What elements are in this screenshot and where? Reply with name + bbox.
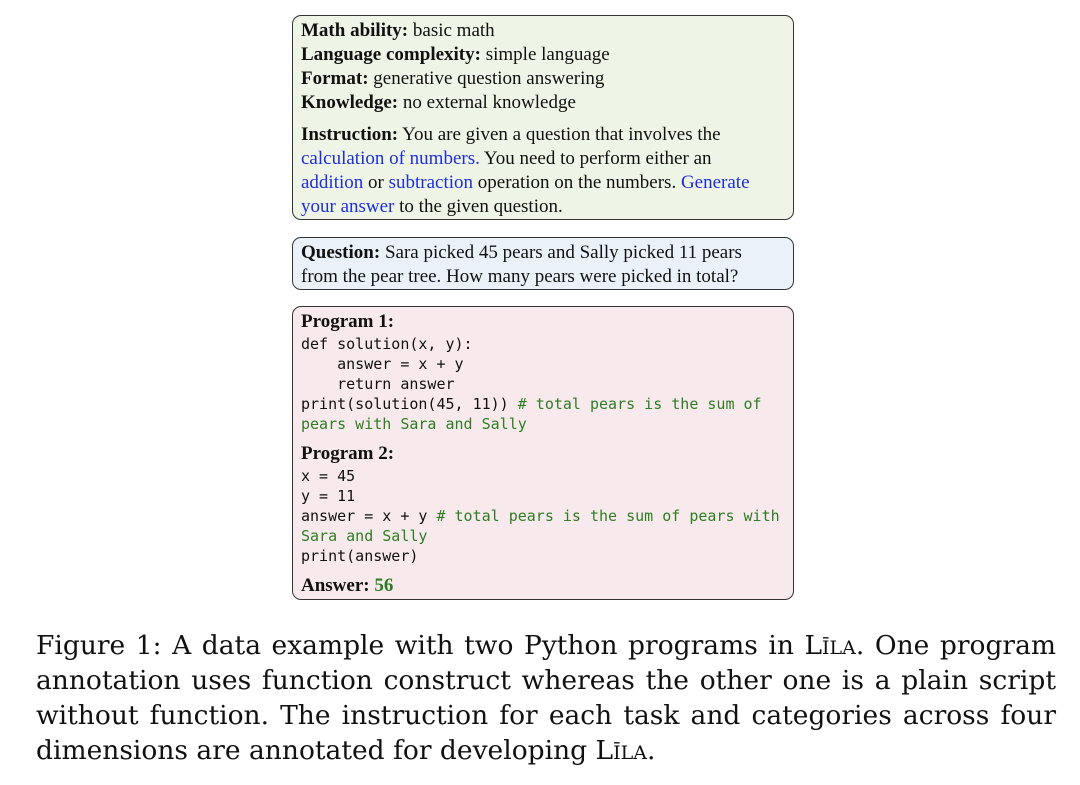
- instruction-highlight-calculation: calculation of numbers.: [301, 148, 480, 169]
- format-value: generative question answering: [368, 68, 605, 89]
- caption-prefix: Figure 1: A data example with two Python programs in: [36, 630, 805, 661]
- program-1-code-line: def solution(x, y):: [301, 335, 473, 353]
- language-complexity-row: [301, 43, 785, 67]
- task-info-box: [292, 15, 794, 220]
- instruction-line-2: [301, 147, 785, 171]
- instruction-line-1: [301, 123, 785, 147]
- instruction-text-1: You are given a question that involves the: [398, 124, 721, 145]
- program-1-label: Program 1:: [301, 311, 395, 332]
- program-1-comment-line: pears with Sara and Sally: [301, 415, 527, 433]
- figure-caption: [36, 628, 1056, 768]
- instruction-highlight-your-answer: your answer: [301, 196, 395, 217]
- caption-lila-name: Līla: [804, 630, 856, 661]
- question-box: [292, 237, 794, 290]
- programs-box: [292, 306, 794, 600]
- caption-middle: . One program annotation uses function construct whereas the other one is a plain script without function. The instruction for each task and categories across four dimensions are annotated for developing: [36, 630, 1057, 766]
- format-row: [301, 67, 785, 91]
- answer-label: Answer:: [301, 575, 370, 596]
- program-1-code-line: [301, 394, 785, 414]
- question-label: Question:: [301, 242, 381, 263]
- instruction-line-4: [301, 195, 785, 219]
- instruction-text-3a: or: [363, 172, 389, 193]
- answer-value: 56: [374, 575, 394, 596]
- knowledge-row: [301, 91, 785, 115]
- program-2-label: Program 2:: [301, 443, 395, 464]
- program-1-code-line: return answer: [301, 375, 455, 393]
- question-line-2: [301, 265, 785, 289]
- question-text-1: Sara picked 45 pears and Sally picked 11 pears: [380, 242, 742, 263]
- program-1-comment: # total pears is the sum of: [517, 395, 762, 413]
- instruction-text-2: You need to perform either an: [479, 148, 712, 169]
- program-2-code-line: x = 45: [301, 467, 356, 485]
- program-2-heading: [301, 442, 785, 466]
- math-ability-label: Math ability:: [301, 20, 409, 41]
- language-complexity-label: Language complexity:: [301, 44, 481, 65]
- math-ability-value: basic math: [408, 20, 495, 41]
- instruction-line-3: [301, 171, 785, 195]
- program-1-code-line: answer = x + y: [301, 355, 464, 373]
- program-1-code: print(solution(45, 11)): [301, 395, 518, 413]
- caption-lila-name: Līla: [595, 735, 647, 766]
- program-2-code-line: [301, 506, 785, 526]
- program-2-code-line: print(answer): [301, 547, 419, 565]
- knowledge-label: Knowledge:: [301, 92, 399, 113]
- program-1-heading: [301, 310, 785, 334]
- instruction-highlight-generate: Generate: [680, 172, 750, 193]
- answer-row: [301, 574, 785, 598]
- program-2-comment-line: Sara and Sally: [301, 527, 428, 545]
- knowledge-value: no external knowledge: [398, 92, 576, 113]
- language-complexity-value: simple language: [480, 44, 610, 65]
- instruction-highlight-addition: addition: [301, 172, 364, 193]
- instruction-highlight-subtraction: subtraction: [388, 172, 474, 193]
- question-line-1: [301, 241, 785, 265]
- instruction-text-4: to the given question.: [394, 196, 563, 217]
- program-2-code: answer = x + y: [301, 507, 437, 525]
- format-label: Format:: [301, 68, 369, 89]
- question-text-2: from the pear tree. How many pears were picked in total?: [301, 266, 739, 287]
- caption-suffix: .: [647, 735, 656, 766]
- program-2-comment: # total pears is the sum of pears with: [436, 507, 780, 525]
- math-ability-row: [301, 19, 785, 43]
- program-2-code-line: y = 11: [301, 487, 356, 505]
- instruction-label: Instruction:: [301, 124, 399, 145]
- instruction-text-3b: operation on the numbers.: [473, 172, 681, 193]
